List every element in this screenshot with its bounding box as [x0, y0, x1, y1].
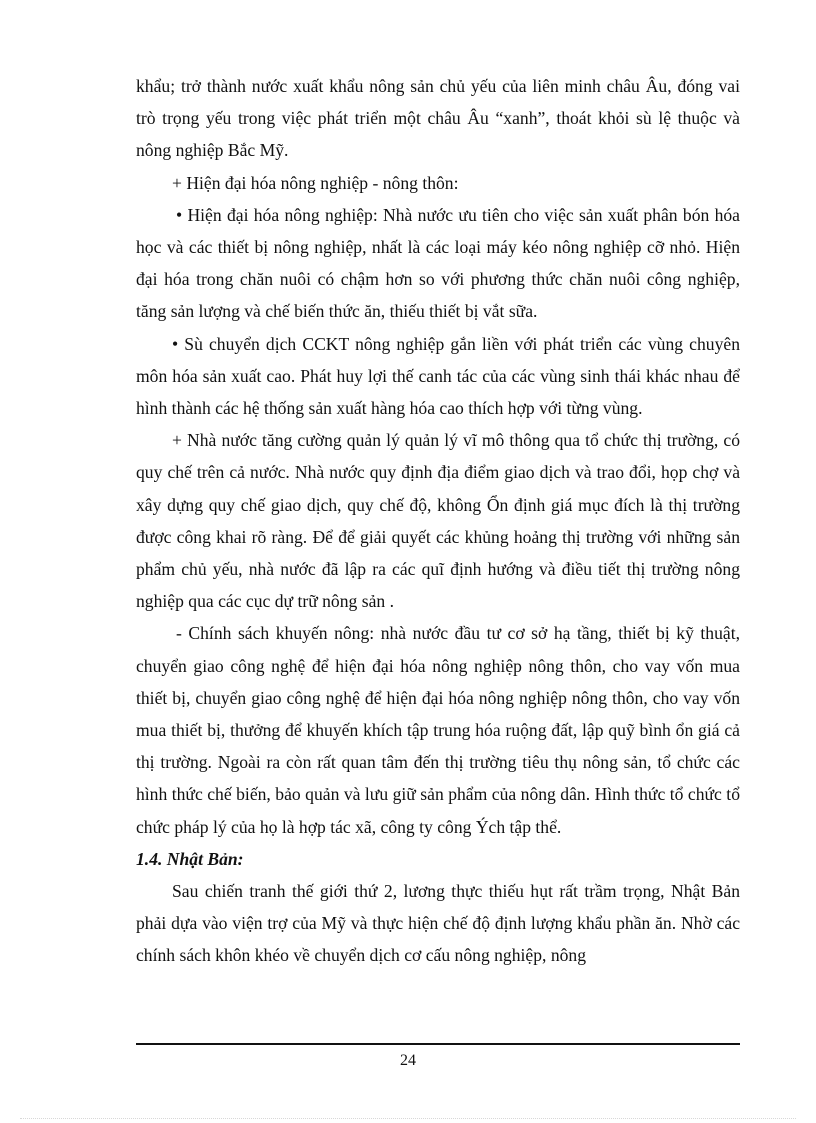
paragraph-extension-policy: - Chính sách khuyến nông: nhà nước đầu tư cơ sở hạ tầng, thiết bị kỹ thuật, chuyển giao công nghệ để hiện đại hóa nông nghiệp nông thôn, cho vay vốn mua thiết bị, chuyển giao công nghệ để hiện đại hóa nông nghiệp nông thôn, cho vay vốn mua thiết bị, thưởng để khuyến khích tập trung hóa ruộng đất, lập quỹ bình ổn giá cả thị trường. Ngoài ra còn rất quan tâm đến thị trường tiêu thụ nông sản, tổ chức các hình thức chế biến, bảo quản và lưu giữ sản phẩm của nông dân. Hình thức tổ chức tổ chức pháp lý của họ là hợp tác xã, công ty công Ých tập thể.	[136, 623, 740, 837]
section-heading: 1.4. Nhật Bản:	[136, 848, 244, 869]
page-bottom-edge	[20, 1118, 796, 1119]
footer-rule	[136, 1043, 740, 1045]
paragraph-market-management: + Nhà nước tăng cường quản lý quản lý vĩ mô thông qua tổ chức thị trường, có quy chế trên cả nước. Nhà nước quy định địa điểm giao dịch và trao đổi, họp chợ và xây dựng quy chế giao dịch, quy chế độ, không Ổn định giá mục đích là thị trường được công khai rõ ràng. Để để giải quyết các khủng hoảng thị trường với những sản phẩm chủ yếu, nhà nước đã lập ra các quĩ định hướng và điều tiết thị trường nông nghiệp qua các cục dự trữ nông sản .	[136, 430, 740, 612]
paragraph-bullet-modernization: • Hiện đại hóa nông nghiệp: Nhà nước ưu tiên cho việc sản xuất phân bón hóa học và các thiết bị nông nghiệp, nhất là các loại máy kéo nông nghiệp cỡ nhỏ. Hiện đại hóa trong chăn nuôi có chậm hơn so với phương thức chăn nuôi công nghiệp, tăng sản lượng và chế biến thức ăn, thiếu thiết bị vắt sữa.	[136, 204, 740, 322]
page-number: 24	[400, 1052, 416, 1069]
page-body	[136, 70, 740, 972]
paragraph-bullet-restructuring: • Sù chuyển dịch CCKT nông nghiệp gắn liền với phát triển các vùng chuyên môn hóa sản xuất cao. Phát huy lợi thế canh tác của các vùng sinh thái khác nhau để hình thành các hệ thống sản xuất hàng hóa cao thích hợp với từng vùng.	[136, 333, 740, 419]
paragraph-continuation: khẩu; trở thành nước xuất khẩu nông sản chủ yếu của liên minh châu Âu, đóng vai trò trọng yếu trong việc phát triển một châu Âu “xanh”, thoát khỏi sù lệ thuộc và nông nghiệp Bắc Mỹ.	[136, 76, 740, 161]
paragraph-modernization-heading: + Hiện đại hóa nông nghiệp - nông thôn:	[172, 172, 459, 193]
paragraph-japan: Sau chiến tranh thế giới thứ 2, lương thực thiếu hụt rất trầm trọng, Nhật Bản phải dựa vào viện trợ của Mỹ và thực hiện chế độ định lượng khẩu phần ăn. Nhờ các chính sách khôn khéo về chuyển dịch cơ cấu nông nghiệp, nông	[136, 881, 740, 966]
